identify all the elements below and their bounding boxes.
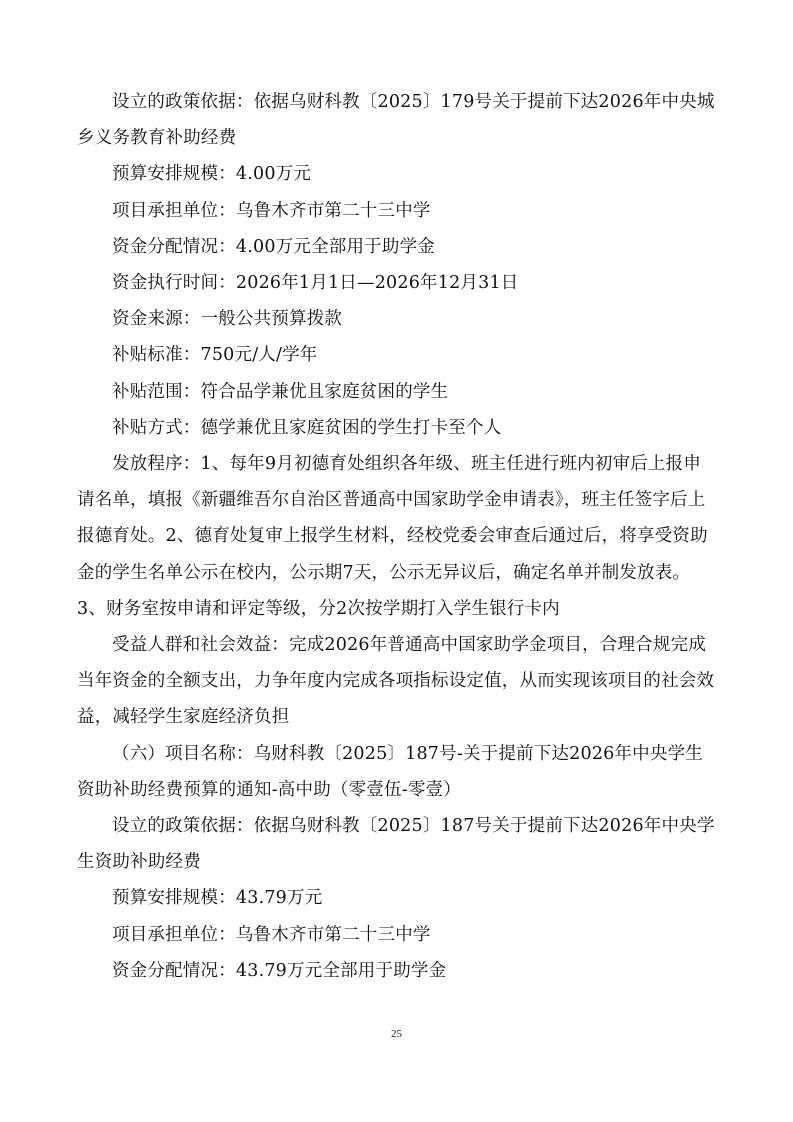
fund-source-paragraph: 资金来源：一般公共预算拨款 [112, 309, 343, 330]
subsidy-standard-paragraph: 补贴标准：750元/人/学年 [112, 345, 318, 366]
beneficiaries-benefits-paragraph: 受益人群和社会效益：完成2026年普通高中国家助学金项目，合理合规完成当年资金的全额支出，力争年度内完成各项指标设定值，从而实现该项目的社会效益，减轻学生家庭经济负担 [77, 635, 715, 728]
subsidy-scope-paragraph: 补贴范围：符合品学兼优且家庭贫困的学生 [112, 381, 449, 402]
undertaking-unit-paragraph: 项目承担单位：乌鲁木齐市第二十三中学 [112, 200, 431, 221]
fund-allocation-paragraph: 资金分配情况：4.00万元全部用于助学金 [112, 236, 435, 257]
fund-allocation-paragraph-2: 资金分配情况：43.79万元全部用于助学金 [112, 960, 447, 981]
policy-basis-paragraph: 设立的政策依据：依据乌财科教〔2025〕179号关于提前下达2026年中央城乡义务教育补助经费 [77, 92, 715, 149]
distribution-procedure-paragraph: 发放程序：1、每年9月初德育处组织各年级、班主任进行班内初审后上报申请名单，填报《新疆维吾尔自治区普通高中国家助学金申请表》，班主任签字后上报德育处。2、德育处复审上报学生材料，经校党委会审查后通过后，将享受资助金的学生名单公示在校内，公示期7天，公示无异议后，确定名单并制发放表。3、财务室按申请和评定等级，分2次按学期打入学生银行卡内 [77, 454, 708, 619]
policy-basis-paragraph-2: 设立的政策依据：依据乌财科教〔2025〕187号关于提前下达2026年中央学生资助补助经费 [77, 816, 715, 873]
budget-scale-paragraph: 预算安排规模：4.00万元 [112, 164, 312, 185]
undertaking-unit-paragraph-2: 项目承担单位：乌鲁木齐市第二十三中学 [112, 924, 431, 945]
document-body [77, 84, 715, 989]
project-name-paragraph: （六）项目名称：乌财科教〔2025〕187号-关于提前下达2026年中央学生资助补助经费预算的通知-高中助（零壹伍-零壹） [77, 743, 703, 800]
execution-time-paragraph: 资金执行时间：2026年1月1日—2026年12月31日 [112, 273, 519, 294]
budget-scale-paragraph-2: 预算安排规模：43.79万元 [112, 888, 323, 909]
page-number: 25 [391, 1028, 402, 1040]
subsidy-method-paragraph: 补贴方式：德学兼优且家庭贫困的学生打卡至个人 [112, 417, 502, 438]
